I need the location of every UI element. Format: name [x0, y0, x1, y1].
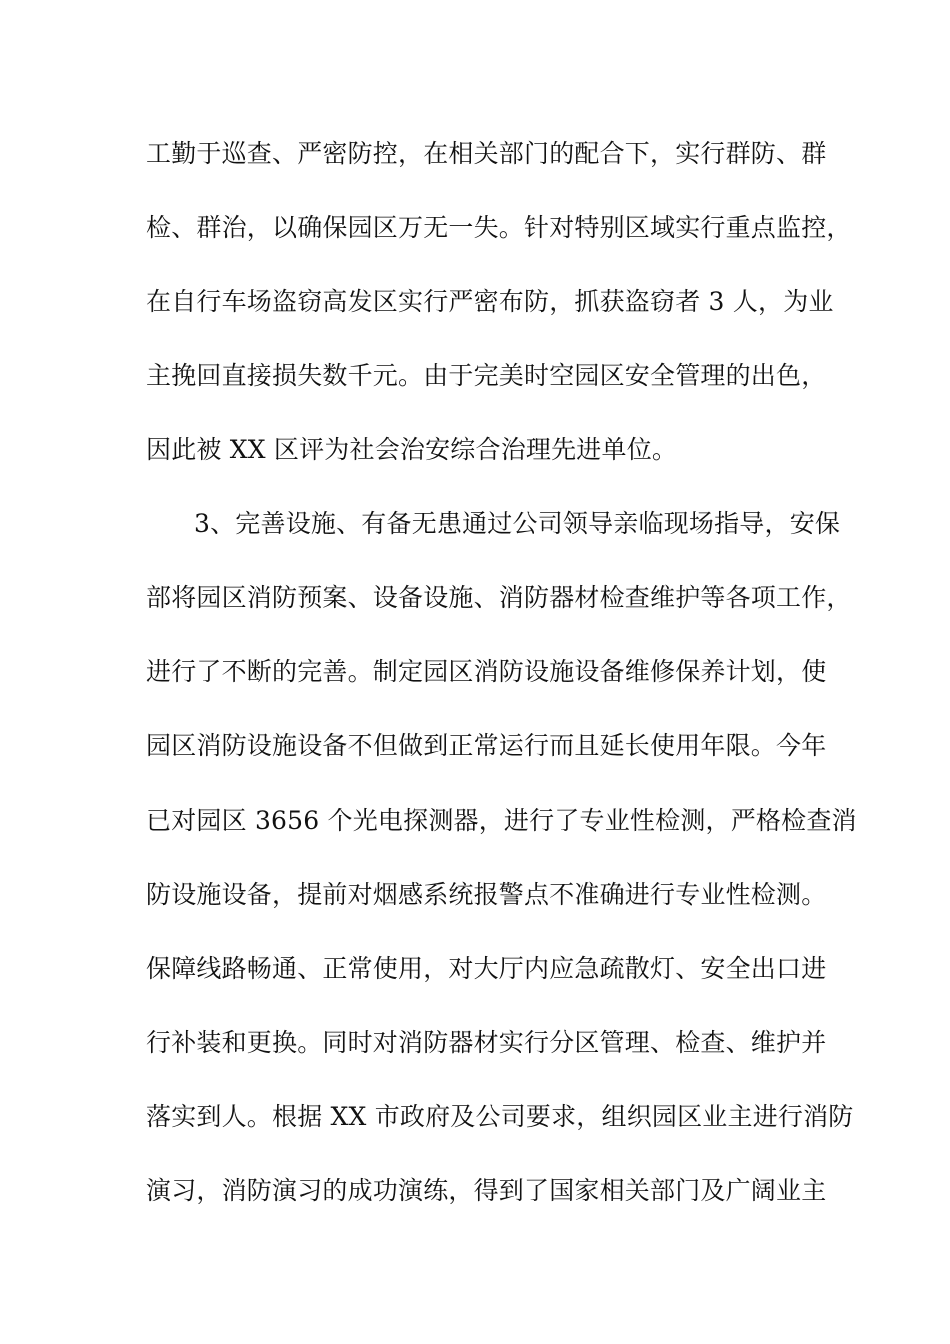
text-line-15: 演习，消防演习的成功演练，得到了国家相关部门及广阔业主	[146, 1176, 827, 1205]
text-line-13: 行补装和更换。同时对消防器材实行分区管理、检查、维护并	[146, 1028, 827, 1057]
text-line-11: 防设施设备，提前对烟感系统报警点不准确进行专业性检测。	[146, 880, 827, 909]
text-line-5: 因此被 XX 区评为社会治安综合治理先进单位。	[146, 435, 678, 464]
text-line-1: 工勤于巡查、严密防控，在相关部门的配合下，实行群防、群	[146, 139, 827, 168]
text-line-10: 已对园区 3656 个光电探测器，进行了专业性检测，严格检查消	[146, 806, 857, 835]
text-line-7: 部将园区消防预案、设备设施、消防器材检查维护等各项工作，	[146, 583, 852, 612]
text-line-2: 检、群治，以确保园区万无一失。针对特别区域实行重点监控，	[146, 213, 852, 242]
text-line-12: 保障线路畅通、正常使用，对大厅内应急疏散灯、安全出口进	[146, 954, 827, 983]
paragraph-heading-line: 3、完善设施、有备无患通过公司领导亲临现场指导，安保	[194, 509, 841, 538]
text-line-9: 园区消防设施设备不但做到正常运行而且延长使用年限。今年	[146, 731, 827, 760]
text-line-14: 落实到人。根据 XX 市政府及公司要求，组织园区业主进行消防	[146, 1102, 854, 1131]
text-line-3: 在自行车场盗窃高发区实行严密布防，抓获盗窃者 3 人，为业	[146, 287, 834, 316]
text-line-8: 进行了不断的完善。制定园区消防设施设备维修保养计划，使	[146, 657, 827, 686]
text-line-4: 主挽回直接损失数千元。由于完美时空园区安全管理的出色，	[146, 361, 827, 390]
